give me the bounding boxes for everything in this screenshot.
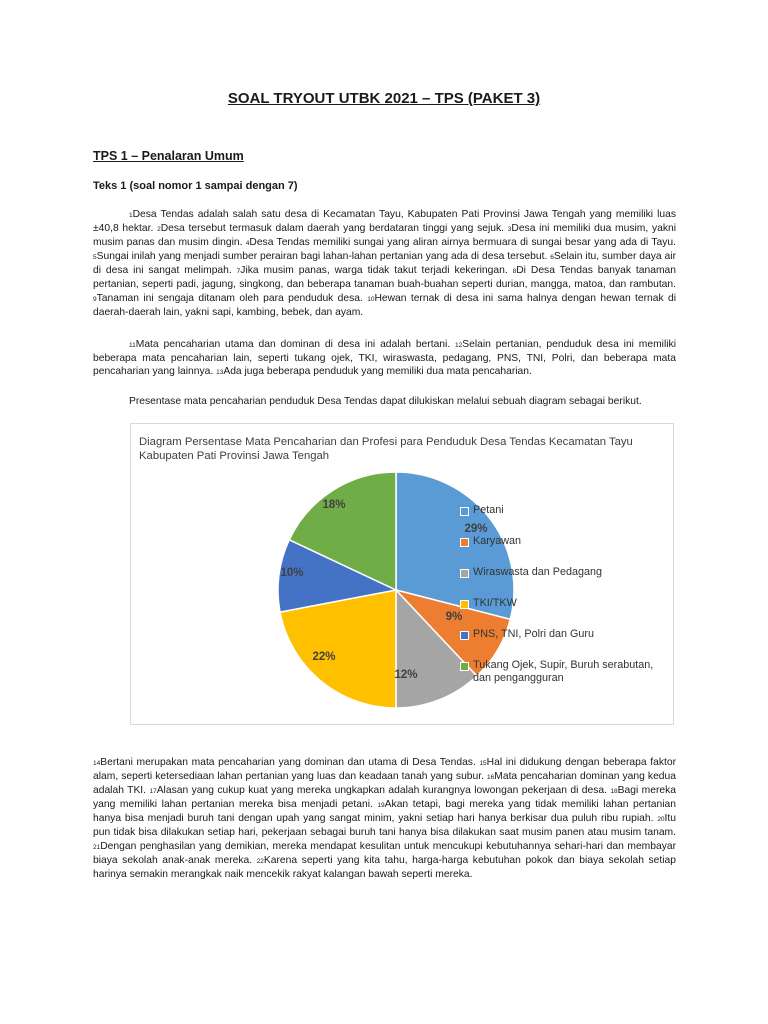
sentence-text: Karena seperti yang kita tahu, harga-harga kebutuhan pokok dan biaya sekolah setiap harinya semakin merangkak naik mencekik rakyat kalangan bawah seperti mereka. xyxy=(93,854,676,880)
sentence-number: 2 xyxy=(157,226,161,234)
sentence-text: Jika musim panas, warga tidak takut terjadi kekeringan. xyxy=(240,265,513,277)
legend-swatch xyxy=(460,631,469,640)
pie-data-label: 10% xyxy=(280,567,304,579)
paragraph-4 xyxy=(93,756,676,881)
legend-item xyxy=(460,659,660,685)
legend-swatch xyxy=(460,569,469,578)
legend-label: Karyawan xyxy=(473,535,522,547)
document-title: SOAL TRYOUT UTBK 2021 – TPS (PAKET 3) xyxy=(227,90,541,107)
legend-swatch xyxy=(460,507,469,516)
sentence-text: Ada juga beberapa penduduk yang memiliki dua mata pencaharian. xyxy=(223,366,532,378)
sentence-number: 17 xyxy=(149,788,157,796)
sentence-text: Hal ini didukung dengan beberapa faktor alam, seperti ketersediaan lahan pertanian yang luas dan keadaan tanah yang subur. xyxy=(93,757,676,783)
sentence-number: 11 xyxy=(129,342,136,349)
sentence-number: 5 xyxy=(93,254,97,262)
sentence-text: Itu pun tidak bisa dilakukan setiap hari, pekerjaan sebagai buruh tani hanya bisa dilakukan saat musim panen atau musim tanam. xyxy=(93,813,676,839)
legend-item xyxy=(460,535,660,548)
legend-swatch xyxy=(460,538,469,547)
sentence-number: 1 xyxy=(129,212,133,219)
sentence-number: 14 xyxy=(93,760,101,767)
sentence-text: Dengan penghasilan yang demikian, mereka mendapat kesulitan untuk mencukupi kebutuhannya sehari-hari dan membayar biaya sekolah anak-anak mereka. xyxy=(93,840,676,866)
legend-label: Petani xyxy=(473,504,504,516)
legend-swatch xyxy=(460,662,469,671)
sentence-text: Hewan ternak di desa ini sama halnya dengan hewan ternak di daerah-daerah lain, yakni sapi, kambing, bebek, dan ayam. xyxy=(93,292,676,318)
legend-item xyxy=(460,504,660,517)
legend-item xyxy=(460,566,660,579)
paragraph-3: Presentase mata pencaharian penduduk Desa Tendas dapat dilukiskan melalui sebuah diagram sebagai berikut. xyxy=(129,396,642,407)
sentence-text: Desa tersebut termasuk dalam daerah yang berdataran tinggi yang sejuk. xyxy=(160,223,508,235)
pie-data-label: 18% xyxy=(322,499,346,511)
sentence-text: Bagi mereka yang memiliki lahan pertanian mereka bisa menjadi petani. xyxy=(93,785,676,811)
sentence-number: 21 xyxy=(93,843,101,851)
sentence-number: 10 xyxy=(367,295,375,303)
sentence-number: 7 xyxy=(236,268,241,276)
legend-label: Tukang Ojek, Supir, Buruh serabutan, dan pengangguran xyxy=(473,659,654,684)
sentence-number: 15 xyxy=(479,760,487,767)
sentence-text: Desa Tendas adalah salah satu desa di Kecamatan Tayu, Kabupaten Pati Provinsi Jawa Tengah yang memiliki luas ±40,8 hektar. xyxy=(93,209,676,235)
sentence-text: Akan tetapi, bagi mereka yang tidak memiliki lahan pertanian hanya bisa menjadi buruh tani dengan upah yang sangat minim, yakni setiap hari hanya berkisar dua puluh ribu rupiah. xyxy=(93,799,676,825)
chart-title: Diagram Persentase Mata Pencaharian dan Profesi para Penduduk Desa Tendas Kecamatan Tayu Kabupaten Pati Provinsi Jawa Tengah xyxy=(139,436,633,462)
sentence-text: Alasan yang cukup kuat yang mereka ungkapkan adalah kurangnya lowongan pekerjaan di desa. xyxy=(156,785,611,797)
sentence-text: Di Desa Tendas banyak tanaman pertanian, seperti padi, jagung, singkong, dan beberapa tanaman buah-buahan seperti durian, mangga, matoa, dan rambutan. xyxy=(93,265,676,291)
sentence-number: 19 xyxy=(377,802,385,810)
chart-legend xyxy=(460,504,660,703)
sentence-text: Sungai inilah yang menjadi sumber perairan bagi lahan-lahan pertanian yang ada di desa tersebut. xyxy=(96,251,551,263)
sentence-text: Mata pencaharian utama dan dominan di desa ini adalah bertani. xyxy=(135,339,456,350)
sentence-number: 4 xyxy=(245,240,250,248)
sentence-number: 22 xyxy=(256,857,264,865)
sentence-text: Mata pencaharian dominan yang kedua adalah TKI. xyxy=(93,771,676,797)
sentence-number: 18 xyxy=(610,788,618,796)
legend-swatch xyxy=(460,600,469,609)
sentence-number: 16 xyxy=(487,774,495,782)
pie-data-label: 29% xyxy=(464,523,488,535)
legend-item xyxy=(460,628,660,641)
sentence-text: Bertani merupakan mata pencaharian yang dominan dan utama di Desa Tendas. xyxy=(100,757,480,768)
legend-label: Wiraswasta dan Pedagang xyxy=(473,566,603,578)
sentence-text: Selain pertanian, penduduk desa ini memiliki beberapa mata pencaharian lain, seperti tukang ojek, TKI, wiraswasta, pedagang, PNS, TNI, Polri, dan beberapa mata pencaharian yang lainnya. xyxy=(93,339,676,378)
sentence-number: 12 xyxy=(455,342,463,349)
text-heading: Teks 1 (soal nomor 1 sampai dengan 7) xyxy=(93,180,298,192)
sentence-text: Desa ini memiliki dua musim, yakni musim panas dan musim dingin. xyxy=(93,223,676,249)
section-heading: TPS 1 – Penalaran Umum xyxy=(93,149,244,163)
legend-label: PNS, TNI, Polri dan Guru xyxy=(473,628,595,640)
sentence-number: 3 xyxy=(507,226,512,234)
legend-item xyxy=(460,597,660,610)
pie-data-label: 22% xyxy=(312,651,336,663)
pie-data-label: 9% xyxy=(445,611,463,623)
sentence-text: Selain itu, sumber daya air di desa ini sangat melimpah. xyxy=(93,251,676,277)
sentence-number: 6 xyxy=(550,254,554,262)
sentence-text: Desa Tendas memiliki sungai yang aliran airnya bermuara di sungai besar yang ada di Tayu. xyxy=(249,237,676,249)
sentence-number: 13 xyxy=(216,369,224,377)
legend-label: TKI/TKW xyxy=(473,597,517,609)
sentence-number: 20 xyxy=(657,816,665,824)
sentence-number: 8 xyxy=(512,268,517,276)
pie-data-label: 12% xyxy=(394,669,418,681)
sentence-number: 9 xyxy=(93,295,97,303)
sentence-text: Tanaman ini sengaja ditanam oleh para penduduk desa. xyxy=(96,292,368,304)
